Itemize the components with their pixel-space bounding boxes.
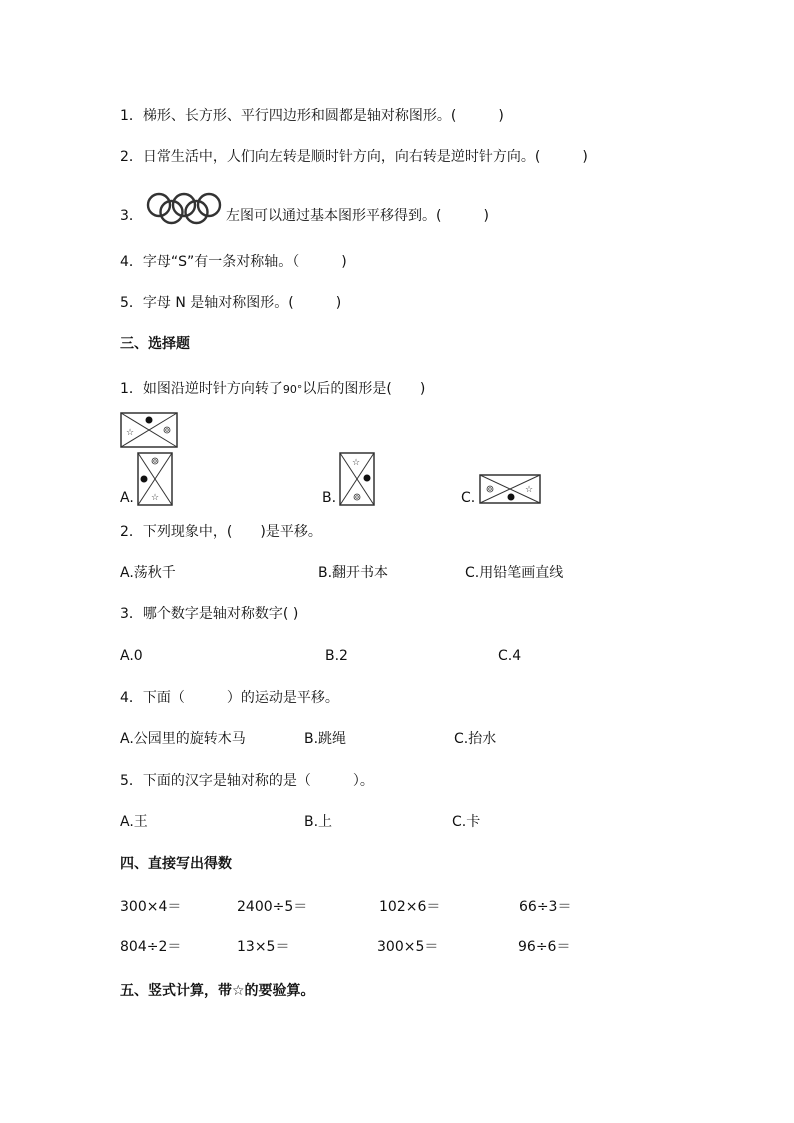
choice-question-1 xyxy=(120,379,425,400)
section-heading-vertical: 五、竖式计算，带☆的要验算。 xyxy=(120,983,315,999)
choice-question-3-option-c: C.4 xyxy=(498,648,522,664)
oral-row1-item2: 2400÷5＝ xyxy=(237,899,308,915)
choice-question-4: 4．下面（ ）的运动是平移。 xyxy=(120,690,339,706)
choice-question-4-option-a: A.公园里的旋转木马 xyxy=(120,731,246,747)
option-c-rectangle-figure xyxy=(479,474,541,504)
choice-question-4-option-b: B.跳绳 xyxy=(304,731,347,747)
oral-row1-item3: 102×6＝ xyxy=(379,899,441,915)
choice-question-1-option-b: B. xyxy=(322,490,337,506)
choice-question-3-option-a: A.0 xyxy=(120,648,143,664)
choice-question-2: 2．下列现象中，( )是平移。 xyxy=(120,524,322,540)
choice-question-4-option-c: C.抬水 xyxy=(454,731,497,747)
judge-question-4: 4．字母“S”有一条对称轴。（ ) xyxy=(120,254,347,270)
oral-row1-item1: 300×4＝ xyxy=(120,899,182,915)
choice-question-5-option-b: B.上 xyxy=(304,814,333,830)
choice-question-1-option-c: C. xyxy=(461,490,476,506)
choice-question-2-option-c: C.用铅笔画直线 xyxy=(465,565,564,581)
choice-question-1-text-before: 1．如图沿逆时针方向转了 xyxy=(120,381,283,397)
section-heading-choice: 三、选择题 xyxy=(120,336,190,352)
choice-question-1-text-after: 以后的图形是( ) xyxy=(302,381,426,397)
choice-question-1-angle: 90° xyxy=(282,383,303,396)
judge-question-5: 5．字母 N 是轴对称图形。( ) xyxy=(120,295,342,311)
choice-question-2-option-a: A.荡秋千 xyxy=(120,565,176,581)
choice-question-3-option-b: B.2 xyxy=(325,648,348,664)
option-b-rectangle-figure xyxy=(339,452,375,506)
original-rectangle-figure xyxy=(120,412,178,448)
judge-question-3-number: 3． xyxy=(120,208,143,224)
judge-question-1: 1．梯形、长方形、平行四边形和圆都是轴对称图形。( ) xyxy=(120,108,504,124)
oral-row1-item4: 66÷3＝ xyxy=(519,899,572,915)
oral-row2-item1: 804÷2＝ xyxy=(120,939,182,955)
choice-question-5-option-c: C.卡 xyxy=(452,814,481,830)
choice-question-5-option-a: A.王 xyxy=(120,814,148,830)
choice-question-2-option-b: B.翻开书本 xyxy=(318,565,389,581)
svg-text:☆: ☆ xyxy=(525,485,534,495)
option-a-rectangle-figure xyxy=(137,452,173,506)
judge-question-3 xyxy=(120,206,143,226)
choice-question-5: 5．下面的汉字是轴对称的是（ ）。 xyxy=(120,773,374,789)
choice-question-3: 3．哪个数字是轴对称数字( ) xyxy=(120,606,299,622)
oral-row2-item2: 13×5＝ xyxy=(237,939,290,955)
oral-row2-item3: 300×5＝ xyxy=(377,939,439,955)
judge-question-3-text: 左图可以通过基本图形平移得到。( ) xyxy=(226,208,489,224)
choice-question-1-option-a: A. xyxy=(120,490,134,506)
judge-question-2: 2．日常生活中，人们向左转是顺时针方向，向右转是逆时针方向。( ) xyxy=(120,149,588,165)
svg-text:☆: ☆ xyxy=(151,493,160,503)
olympic-rings-figure xyxy=(145,190,225,226)
section-heading-oral: 四、直接写出得数 xyxy=(120,856,232,872)
oral-row2-item4: 96÷6＝ xyxy=(518,939,571,955)
svg-text:☆: ☆ xyxy=(352,458,361,468)
svg-text:☆: ☆ xyxy=(126,428,135,438)
